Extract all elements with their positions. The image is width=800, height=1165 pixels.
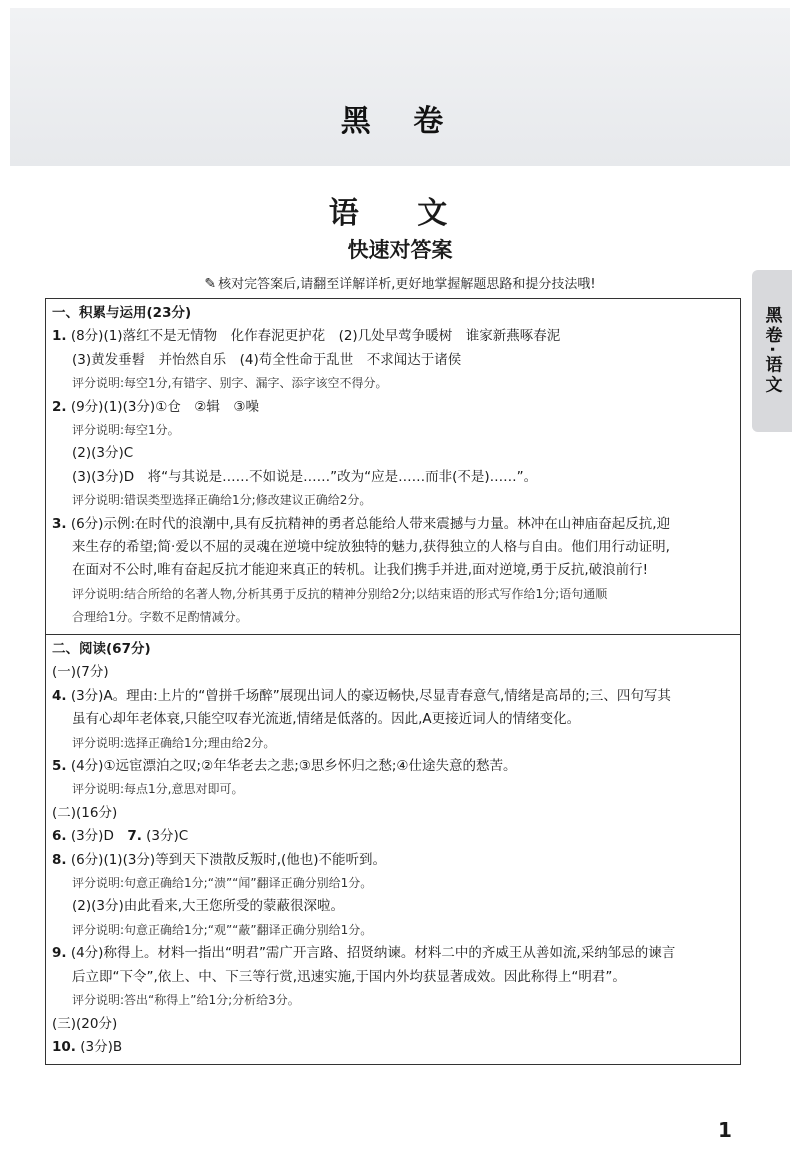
pen-icon: ✎ (204, 276, 217, 292)
part-heading: (二)(16分) (52, 804, 118, 821)
part-heading: (三)(20分) (52, 1015, 118, 1032)
scoring-note: 评分说明:每空1分,有错字、别字、漏字、添字该空不得分。 (72, 376, 388, 391)
page-number: 1 (718, 1118, 732, 1142)
question-6-7 (52, 825, 732, 848)
subtitle: 快速对答案 (347, 238, 453, 262)
question-number: 9. (52, 945, 67, 962)
answer-text: 后立即“下令”,依上、中、下三等行赏,迅速实施,于国内外均获显著成效。因此称得上“明君”。 (72, 968, 626, 985)
answer-text: 在面对不公时,唯有奋起反抗才能迎来真正的转机。让我们携手并进,面对逆境,勇于反抗,破浪前行! (72, 562, 649, 579)
question-number: 2. (52, 398, 67, 415)
question-number: 8. (52, 851, 67, 868)
answer-text: (6分)(1)(3分)等到天下溃散反叛时,(他也)不能听到。 (66, 851, 387, 868)
question-number: 1. (52, 328, 67, 345)
scoring-note: 评分说明:选择正确给1分;理由给2分。 (72, 735, 276, 750)
scoring-note: 评分说明:每点1分,意思对即可。 (72, 782, 244, 797)
section-title: 二、阅读(67分) (52, 641, 151, 657)
header-banner (10, 8, 790, 166)
side-tab (752, 270, 792, 432)
question-number: 6. (52, 828, 67, 845)
answer-text: (3分)C (141, 828, 189, 845)
section-title: 一、积累与运用(23分) (52, 305, 192, 321)
answer-text: (3)(3分)D 将“与其说是……不如说是……”改为“应是……而非(不是)……”。 (72, 468, 538, 485)
side-tab-label: 黑卷·语文 (761, 306, 782, 396)
scoring-note: 合理给1分。字数不足酌情减分。 (72, 610, 248, 625)
answer-text: 来生存的希望;简·爱以不屈的灵魂在逆境中绽放独特的魅力,获得独立的人格与自由。他们用行动证明, (72, 539, 670, 556)
question-number: 10. (52, 1038, 76, 1055)
answer-text: (3分)D (66, 828, 128, 845)
answer-text: (2)(3分)C (72, 445, 134, 462)
banner-title: 黑 卷 (340, 104, 460, 139)
scoring-note: 评分说明:错误类型选择正确给1分;修改建议正确给2分。 (72, 493, 372, 508)
scoring-note: 评分说明:结合所给的名著人物,分析其勇于反抗的精神分别给2分;以结束语的形式写作给1分;语句通顺 (72, 586, 608, 601)
answer-text: (4分)①远宦漂泊之叹;②年华老去之悲;③思乡怀归之愁;④仕途失意的愁苦。 (66, 758, 517, 775)
answer-text: 虽有心却年老体衰,只能空叹春光流逝,情绪是低落的。因此,A更接近词人的情绪变化。 (72, 711, 581, 728)
tip-text: 核对完答案后,请翻至详解详析,更好地掌握解题思路和提分技法哦! (218, 277, 596, 292)
question-number: 7. (127, 828, 142, 845)
scoring-note: 评分说明:句意正确给1分;“溃”“闻”翻译正确分别给1分。 (72, 876, 373, 891)
tip-line (0, 273, 800, 292)
answer-text: (4分)称得上。材料一指出“明君”需广开言路、招贤纳谏。材料二中的齐威王从善如流,采纳邹忌的谏言 (66, 945, 676, 962)
question-number: 4. (52, 687, 67, 704)
question-8 (52, 849, 732, 872)
subject-title: 语 文 (328, 196, 472, 231)
question-5 (52, 755, 732, 778)
scoring-note: 评分说明:句意正确给1分;“观”“蔽”翻译正确分别给1分。 (72, 922, 373, 937)
scoring-note: 评分说明:答出“称得上”给1分;分析给3分。 (72, 993, 300, 1008)
answer-text: (2)(3分)由此看来,大王您所受的蒙蔽很深啦。 (72, 898, 345, 915)
answer-text: (3分)B (75, 1038, 123, 1055)
answer-text: (3分)A。理由:上片的“曾拼千场醉”展现出词人的豪迈畅快,尽显青春意气,情绪是高昂的;三、四句写其 (66, 687, 671, 704)
section-reading (45, 635, 741, 1065)
part-heading: (一)(7分) (52, 664, 109, 681)
scoring-note: 评分说明:每空1分。 (72, 423, 180, 438)
question-10 (52, 1036, 732, 1059)
question-4 (52, 685, 732, 708)
answer-text: (9分)(1)(3分)①仓 ②辑 ③噪 (66, 398, 259, 415)
question-1 (52, 325, 732, 348)
question-number: 5. (52, 758, 67, 775)
question-2 (52, 396, 732, 419)
question-number: 3. (52, 515, 67, 532)
answer-text: (8分)(1)落红不是无情物 化作春泥更护花 (2)几处早莺争暖树 谁家新燕啄春泥 (66, 328, 561, 345)
question-3 (52, 513, 732, 536)
section-accumulation (45, 298, 741, 635)
answer-text: (3)黄发垂髫 并怡然自乐 (4)苟全性命于乱世 不求闻达于诸侯 (72, 351, 462, 368)
answer-text: (6分)示例:在时代的浪潮中,具有反抗精神的勇者总能给人带来震撼与力量。林冲在山神庙奋起反抗,迎 (66, 515, 671, 532)
question-9 (52, 942, 732, 965)
